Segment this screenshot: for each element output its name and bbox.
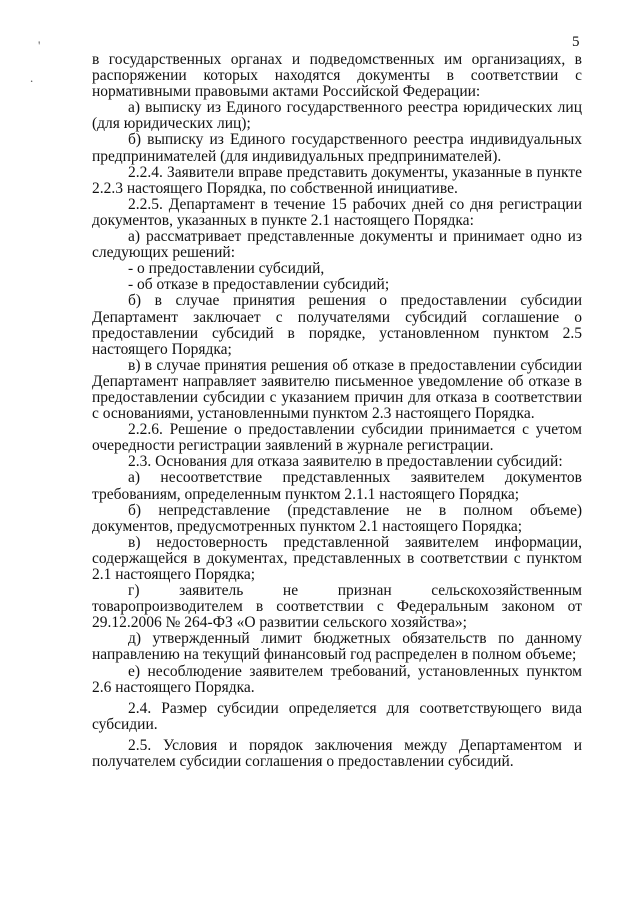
page-number: 5: [572, 34, 580, 50]
paragraph-2-2-5: 2.2.5. Департамент в течение 15 рабочих дней со дня регистрации документов, указанных в пункте 2.1 настоящего Порядка:: [92, 195, 582, 229]
paragraph-2-2-5-a: а) рассматривает представленные документы и принимает одно из следующих решений:: [92, 228, 582, 262]
paragraph-2-3-e: е) несоблюдение заявителем требований, установленных пунктом 2.6 настоящего Порядка.: [92, 662, 582, 696]
list-item-grant: - о предоставлении субсидий,: [128, 260, 325, 278]
margin-mark: ': [38, 38, 41, 53]
paragraph-2-3-b: б) непредставление (представление не в полном объеме) документов, предусмотренных пунктом 2.1 настоящего Порядка;: [92, 501, 582, 535]
paragraph-2-3-d: д) утвержденный лимит бюджетных обязательств по данному направлению на текущий финансовый год распределен в полном объеме;: [92, 630, 582, 664]
paragraph-2-5: 2.5. Условия и порядок заключения между Департаментом и получателем субсидии соглашения о предоставлении субсидий.: [92, 736, 582, 771]
paragraph-2-3-g: г) заявитель не признан сельскохозяйственным товаропроизводителем в соответствии с Федеральным законом от 29.12.2006 № 264-ФЗ «О развитии сельского хозяйства»;: [92, 582, 582, 632]
paragraph-2-3-a: а) несоответствие представленных заявителем документов требованиям, определенным пунктом 2.1.1 настоящего Порядка;: [92, 469, 582, 503]
paragraph-2-2-5-v: в) в случае принятия решения об отказе в предоставлении субсидии Департамент направляет заявителю письменное уведомление об отказе в предоставлении субсидии с указанием причин для отказа в соответствии с основаниями, установленными пунктом 2.3 настоящего Порядка.: [92, 356, 582, 423]
paragraph-2-3: 2.3. Основания для отказа заявителю в предоставлении субсидий:: [128, 453, 563, 471]
paragraph-item-a-extract: а) выписку из Единого государственного реестра юридических лиц (для юридических лиц);: [92, 99, 582, 133]
document-body: [92, 52, 582, 770]
margin-mark: .: [30, 70, 34, 85]
paragraph-item-b-extract: б) выписку из Единого государственного реестра индивидуальных предпринимателей (для индивидуальных предпринимателей).: [92, 131, 582, 165]
paragraph-2-4: 2.4. Размер субсидии определяется для соответствующего вида субсидии.: [92, 699, 582, 733]
paragraph-2-2-5-b: б) в случае принятия решения о предоставлении субсидии Департамент заключает с получателями субсидий соглашение о предоставлении субсидий в порядке, установленном пунктом 2.5 настоящего Порядка;: [92, 292, 582, 358]
paragraph-2-2-4: 2.2.4. Заявители вправе представить документы, указанные в пункте 2.2.3 настоящего Порядка, по собственной инициативе.: [92, 163, 582, 197]
paragraph-2-2-6: 2.2.6. Решение о предоставлении субсидии принимается с учетом очередности регистрации заявлений в журнале регистрации.: [92, 421, 582, 455]
paragraph-2-3-v: в) недостоверность представленной заявителем информации, содержащейся в документах, представленных в соответствии с пунктом 2.1 настоящего Порядка;: [92, 533, 582, 583]
list-item-refusal: - об отказе в предоставлении субсидий;: [128, 276, 390, 294]
paragraph-continuation: в государственных органах и подведомственных им организациях, в распоряжении которых находятся документы в соответствии с нормативными правовыми актами Российской Федерации:: [92, 51, 582, 101]
